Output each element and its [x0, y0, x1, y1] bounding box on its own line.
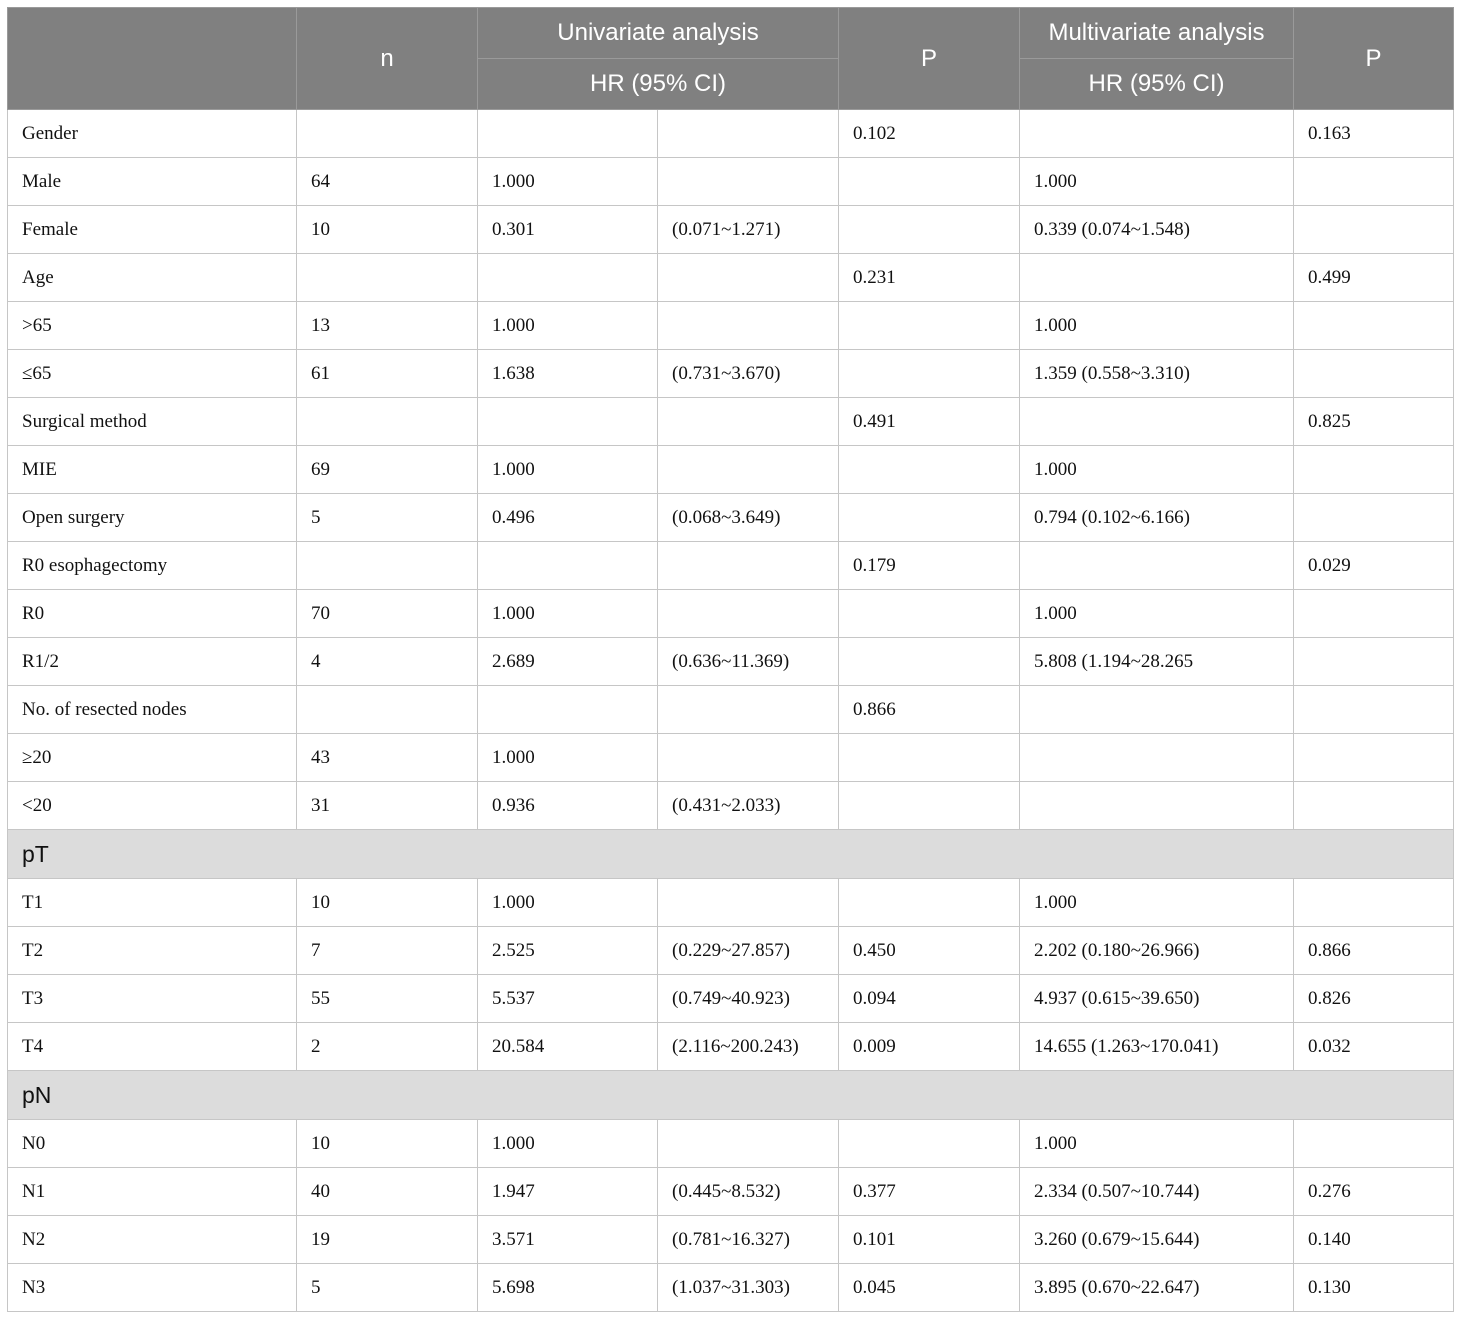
- multivariate-hr-cell: 4.937 (0.615~39.650): [1020, 975, 1294, 1023]
- table-row: [8, 1168, 1454, 1216]
- hr-cell: [478, 542, 658, 590]
- header-multivariate-hr: HR (95% CI): [1020, 59, 1294, 110]
- ci-cell: (0.445~8.532): [658, 1168, 839, 1216]
- hr-cell: 3.571: [478, 1216, 658, 1264]
- table-row: [8, 1120, 1454, 1168]
- p-univariate-cell: 0.231: [839, 254, 1020, 302]
- table-row: [8, 446, 1454, 494]
- table-row: [8, 302, 1454, 350]
- p-univariate-cell: 0.866: [839, 686, 1020, 734]
- table-row: [8, 782, 1454, 830]
- label-cell: Surgical method: [8, 398, 297, 446]
- ci-cell: [658, 542, 839, 590]
- p-multivariate-cell: 0.866: [1294, 927, 1454, 975]
- p-multivariate-cell: [1294, 734, 1454, 782]
- p-univariate-cell: [839, 734, 1020, 782]
- multivariate-hr-cell: 2.202 (0.180~26.966): [1020, 927, 1294, 975]
- ci-cell: (0.636~11.369): [658, 638, 839, 686]
- p-multivariate-cell: [1294, 350, 1454, 398]
- label-cell: Open surgery: [8, 494, 297, 542]
- n-cell: [297, 398, 478, 446]
- p-univariate-cell: [839, 446, 1020, 494]
- n-cell: 64: [297, 158, 478, 206]
- multivariate-hr-cell: [1020, 110, 1294, 158]
- p-multivariate-cell: [1294, 782, 1454, 830]
- p-univariate-cell: [839, 302, 1020, 350]
- p-multivariate-cell: [1294, 590, 1454, 638]
- hr-cell: 20.584: [478, 1023, 658, 1071]
- ci-cell: (1.037~31.303): [658, 1264, 839, 1312]
- ci-cell: (0.781~16.327): [658, 1216, 839, 1264]
- n-cell: 40: [297, 1168, 478, 1216]
- ci-cell: (2.116~200.243): [658, 1023, 839, 1071]
- n-cell: 69: [297, 446, 478, 494]
- hr-cell: 0.301: [478, 206, 658, 254]
- p-multivariate-cell: 0.276: [1294, 1168, 1454, 1216]
- p-univariate-cell: [839, 879, 1020, 927]
- table-body: [8, 110, 1454, 1312]
- n-cell: 43: [297, 734, 478, 782]
- hr-cell: 1.000: [478, 879, 658, 927]
- multivariate-hr-cell: 1.000: [1020, 879, 1294, 927]
- p-multivariate-cell: [1294, 686, 1454, 734]
- multivariate-hr-cell: 14.655 (1.263~170.041): [1020, 1023, 1294, 1071]
- p-univariate-cell: 0.101: [839, 1216, 1020, 1264]
- n-cell: 10: [297, 1120, 478, 1168]
- p-multivariate-cell: 0.826: [1294, 975, 1454, 1023]
- ci-cell: (0.731~3.670): [658, 350, 839, 398]
- label-cell: N2: [8, 1216, 297, 1264]
- p-univariate-cell: [839, 158, 1020, 206]
- results-table: [7, 7, 1454, 1312]
- ci-cell: (0.071~1.271): [658, 206, 839, 254]
- label-cell: T1: [8, 879, 297, 927]
- p-univariate-cell: [839, 1120, 1020, 1168]
- label-cell: Age: [8, 254, 297, 302]
- table-row: [8, 398, 1454, 446]
- multivariate-hr-cell: 3.895 (0.670~22.647): [1020, 1264, 1294, 1312]
- p-univariate-cell: [839, 206, 1020, 254]
- table-row: [8, 590, 1454, 638]
- label-cell: T3: [8, 975, 297, 1023]
- p-multivariate-cell: [1294, 879, 1454, 927]
- p-univariate-cell: [839, 494, 1020, 542]
- ci-cell: (0.068~3.649): [658, 494, 839, 542]
- label-cell: N0: [8, 1120, 297, 1168]
- header-univariate-hr: HR (95% CI): [478, 59, 839, 110]
- hr-cell: 1.000: [478, 446, 658, 494]
- multivariate-hr-cell: 1.000: [1020, 446, 1294, 494]
- p-multivariate-cell: [1294, 494, 1454, 542]
- p-univariate-cell: 0.045: [839, 1264, 1020, 1312]
- n-cell: 10: [297, 879, 478, 927]
- label-cell: R0: [8, 590, 297, 638]
- header-multivariate: Multivariate analysis: [1020, 8, 1294, 59]
- p-univariate-cell: 0.450: [839, 927, 1020, 975]
- table-row: [8, 1264, 1454, 1312]
- header-variable: [8, 8, 297, 110]
- ci-cell: (0.431~2.033): [658, 782, 839, 830]
- n-cell: 31: [297, 782, 478, 830]
- hr-cell: [478, 686, 658, 734]
- p-multivariate-cell: 0.130: [1294, 1264, 1454, 1312]
- p-multivariate-cell: [1294, 302, 1454, 350]
- table-row: [8, 927, 1454, 975]
- table-row: [8, 638, 1454, 686]
- table-header: [8, 8, 1454, 110]
- hr-cell: 5.537: [478, 975, 658, 1023]
- table-row: [8, 686, 1454, 734]
- label-cell: No. of resected nodes: [8, 686, 297, 734]
- hr-cell: 1.000: [478, 734, 658, 782]
- hr-cell: 1.000: [478, 590, 658, 638]
- multivariate-hr-cell: 1.000: [1020, 590, 1294, 638]
- p-multivariate-cell: 0.825: [1294, 398, 1454, 446]
- ci-cell: [658, 254, 839, 302]
- multivariate-hr-cell: 0.339 (0.074~1.548): [1020, 206, 1294, 254]
- hr-cell: 1.000: [478, 302, 658, 350]
- ci-cell: [658, 110, 839, 158]
- p-multivariate-cell: 0.163: [1294, 110, 1454, 158]
- label-cell: <20: [8, 782, 297, 830]
- p-univariate-cell: 0.094: [839, 975, 1020, 1023]
- table-row: [8, 158, 1454, 206]
- hr-cell: 2.689: [478, 638, 658, 686]
- hr-cell: 1.947: [478, 1168, 658, 1216]
- ci-cell: (0.749~40.923): [658, 975, 839, 1023]
- table-row: [8, 734, 1454, 782]
- p-univariate-cell: [839, 590, 1020, 638]
- n-cell: 5: [297, 494, 478, 542]
- n-cell: 19: [297, 1216, 478, 1264]
- p-multivariate-cell: [1294, 206, 1454, 254]
- hr-cell: [478, 398, 658, 446]
- table-row: [8, 494, 1454, 542]
- hr-cell: 0.936: [478, 782, 658, 830]
- n-cell: [297, 110, 478, 158]
- label-cell: Female: [8, 206, 297, 254]
- hr-cell: 1.000: [478, 158, 658, 206]
- p-univariate-cell: 0.009: [839, 1023, 1020, 1071]
- table-row: [8, 975, 1454, 1023]
- multivariate-hr-cell: [1020, 398, 1294, 446]
- n-cell: 55: [297, 975, 478, 1023]
- n-cell: [297, 686, 478, 734]
- label-cell: N3: [8, 1264, 297, 1312]
- section-row: [8, 1071, 1454, 1120]
- hr-cell: 1.638: [478, 350, 658, 398]
- multivariate-hr-cell: 0.794 (0.102~6.166): [1020, 494, 1294, 542]
- ci-cell: [658, 302, 839, 350]
- multivariate-hr-cell: [1020, 782, 1294, 830]
- p-univariate-cell: 0.491: [839, 398, 1020, 446]
- label-cell: T2: [8, 927, 297, 975]
- p-univariate-cell: 0.377: [839, 1168, 1020, 1216]
- ci-cell: [658, 1120, 839, 1168]
- p-univariate-cell: [839, 350, 1020, 398]
- multivariate-hr-cell: [1020, 686, 1294, 734]
- section-label: pN: [8, 1071, 1454, 1120]
- n-cell: 7: [297, 927, 478, 975]
- n-cell: 2: [297, 1023, 478, 1071]
- table-row: [8, 254, 1454, 302]
- label-cell: R1/2: [8, 638, 297, 686]
- ci-cell: [658, 734, 839, 782]
- ci-cell: [658, 590, 839, 638]
- ci-cell: [658, 879, 839, 927]
- table-row: [8, 1216, 1454, 1264]
- multivariate-hr-cell: 2.334 (0.507~10.744): [1020, 1168, 1294, 1216]
- ci-cell: [658, 686, 839, 734]
- multivariate-hr-cell: 3.260 (0.679~15.644): [1020, 1216, 1294, 1264]
- table-row: [8, 350, 1454, 398]
- p-univariate-cell: [839, 638, 1020, 686]
- p-univariate-cell: 0.179: [839, 542, 1020, 590]
- n-cell: 5: [297, 1264, 478, 1312]
- p-multivariate-cell: [1294, 1120, 1454, 1168]
- table-row: [8, 542, 1454, 590]
- header-p-multivariate: P: [1294, 8, 1454, 110]
- label-cell: >65: [8, 302, 297, 350]
- ci-cell: [658, 158, 839, 206]
- n-cell: 13: [297, 302, 478, 350]
- label-cell: R0 esophagectomy: [8, 542, 297, 590]
- table-row: [8, 206, 1454, 254]
- p-univariate-cell: [839, 782, 1020, 830]
- multivariate-hr-cell: 1.000: [1020, 302, 1294, 350]
- n-cell: [297, 542, 478, 590]
- n-cell: 61: [297, 350, 478, 398]
- p-univariate-cell: 0.102: [839, 110, 1020, 158]
- p-multivariate-cell: [1294, 446, 1454, 494]
- hr-cell: 0.496: [478, 494, 658, 542]
- label-cell: Gender: [8, 110, 297, 158]
- header-n: n: [297, 8, 478, 110]
- multivariate-hr-cell: [1020, 734, 1294, 782]
- hr-cell: 5.698: [478, 1264, 658, 1312]
- multivariate-hr-cell: 5.808 (1.194~28.265: [1020, 638, 1294, 686]
- hr-cell: [478, 110, 658, 158]
- multivariate-hr-cell: 1.000: [1020, 158, 1294, 206]
- section-row: [8, 830, 1454, 879]
- n-cell: 4: [297, 638, 478, 686]
- multivariate-hr-cell: [1020, 542, 1294, 590]
- table-row: [8, 1023, 1454, 1071]
- n-cell: 10: [297, 206, 478, 254]
- p-multivariate-cell: 0.499: [1294, 254, 1454, 302]
- label-cell: Male: [8, 158, 297, 206]
- multivariate-hr-cell: [1020, 254, 1294, 302]
- n-cell: [297, 254, 478, 302]
- table-row: [8, 110, 1454, 158]
- header-p-univariate: P: [839, 8, 1020, 110]
- ci-cell: [658, 446, 839, 494]
- p-multivariate-cell: [1294, 158, 1454, 206]
- p-multivariate-cell: 0.032: [1294, 1023, 1454, 1071]
- label-cell: T4: [8, 1023, 297, 1071]
- table-row: [8, 879, 1454, 927]
- label-cell: N1: [8, 1168, 297, 1216]
- hr-cell: 1.000: [478, 1120, 658, 1168]
- p-multivariate-cell: 0.140: [1294, 1216, 1454, 1264]
- label-cell: ≤65: [8, 350, 297, 398]
- label-cell: ≥20: [8, 734, 297, 782]
- label-cell: MIE: [8, 446, 297, 494]
- multivariate-hr-cell: 1.000: [1020, 1120, 1294, 1168]
- p-multivariate-cell: 0.029: [1294, 542, 1454, 590]
- ci-cell: [658, 398, 839, 446]
- hr-cell: [478, 254, 658, 302]
- ci-cell: (0.229~27.857): [658, 927, 839, 975]
- p-multivariate-cell: [1294, 638, 1454, 686]
- n-cell: 70: [297, 590, 478, 638]
- section-label: pT: [8, 830, 1454, 879]
- header-univariate: Univariate analysis: [478, 8, 839, 59]
- hr-cell: 2.525: [478, 927, 658, 975]
- multivariate-hr-cell: 1.359 (0.558~3.310): [1020, 350, 1294, 398]
